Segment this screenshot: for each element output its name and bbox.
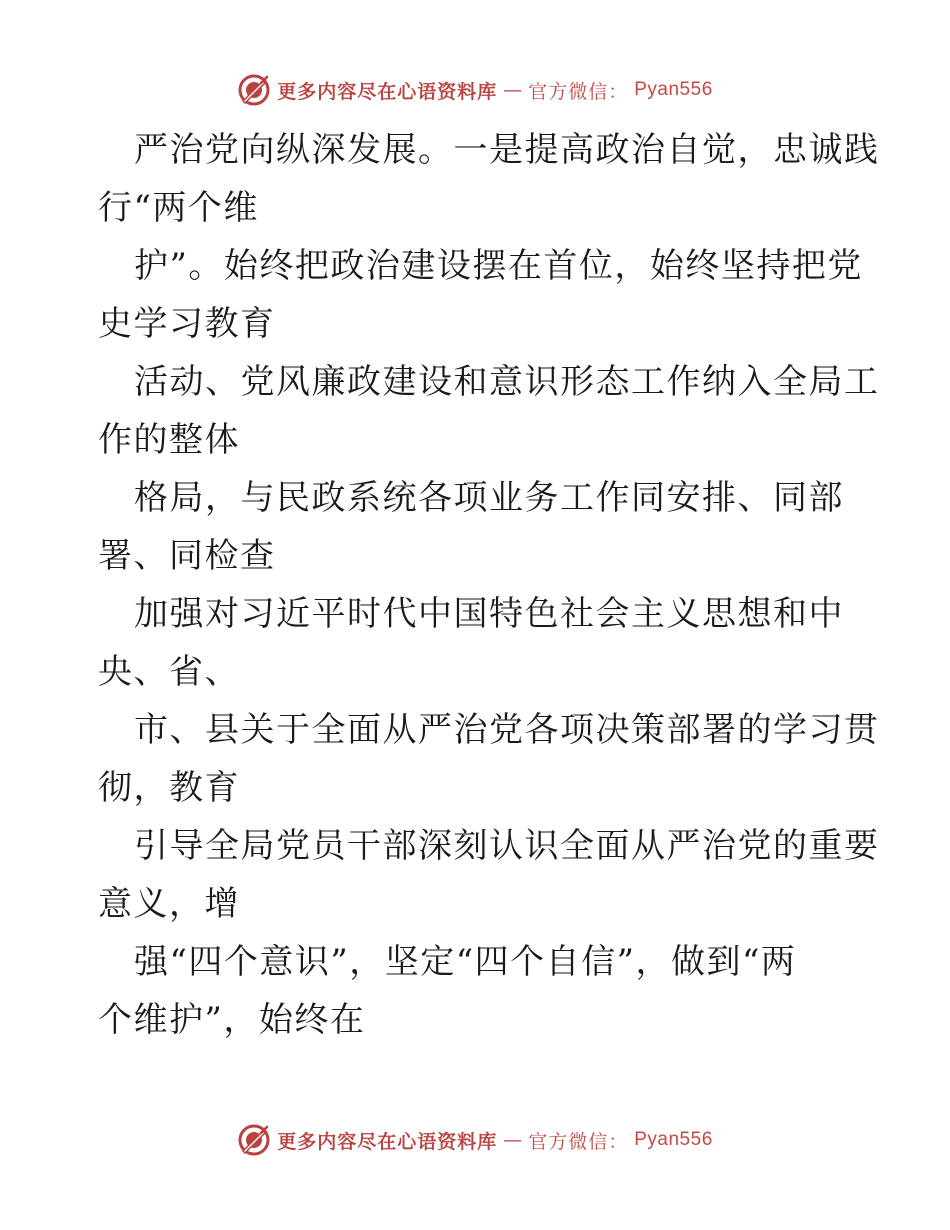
text-line: 史学习教育 [98, 304, 276, 344]
text-line: 行“两个维 [98, 188, 259, 228]
text-line: 严治党向纵深发展。一是提高政治自觉，忠诚践 [134, 130, 880, 170]
footer-watermark-banner [0, 1120, 950, 1160]
text-line: 活动、党风廉政建设和意识形态工作纳入全局工 [134, 362, 880, 402]
text-line: 作的整体 [98, 420, 240, 460]
text-line: 央、省、 [98, 652, 240, 692]
text-line: 引导全局党员干部深刻认识全面从严治党的重要 [134, 826, 880, 866]
pen-logo-icon [237, 73, 271, 107]
pen-logo-icon [237, 1123, 271, 1157]
text-line: 强“四个意识”，坚定“四个自信”，做到“两 [134, 942, 797, 982]
text-line: 市、县关于全面从严治党各项决策部署的学习贯 [134, 710, 880, 750]
text-line: 护”。始终把政治建设摆在首位，始终坚持把党 [134, 246, 863, 286]
text-line: 格局，与民政系统各项业务工作同安排、同部 [134, 478, 844, 518]
text-line: 彻，教育 [98, 768, 240, 808]
footer-official-label: 官方微信： [528, 1130, 629, 1153]
text-line: 意义，增 [98, 884, 240, 924]
footer-wechat-id: Pyan556 [634, 1129, 713, 1150]
footer-dash: — [503, 1129, 523, 1151]
footer-brand-text: 更多内容尽在心语资料库 [277, 1130, 498, 1153]
header-wechat-id: Pyan556 [634, 79, 713, 100]
text-line: 署、同检查 [98, 536, 276, 576]
text-line: 加强对习近平时代中国特色社会主义思想和中 [134, 594, 844, 634]
header-brand-text: 更多内容尽在心语资料库 [277, 80, 498, 103]
document-body [98, 121, 880, 1049]
header-dash: — [503, 79, 523, 101]
header-official-label: 官方微信： [528, 80, 629, 103]
text-line: 个维护”，始终在 [98, 1000, 366, 1040]
header-watermark-banner [0, 70, 950, 110]
